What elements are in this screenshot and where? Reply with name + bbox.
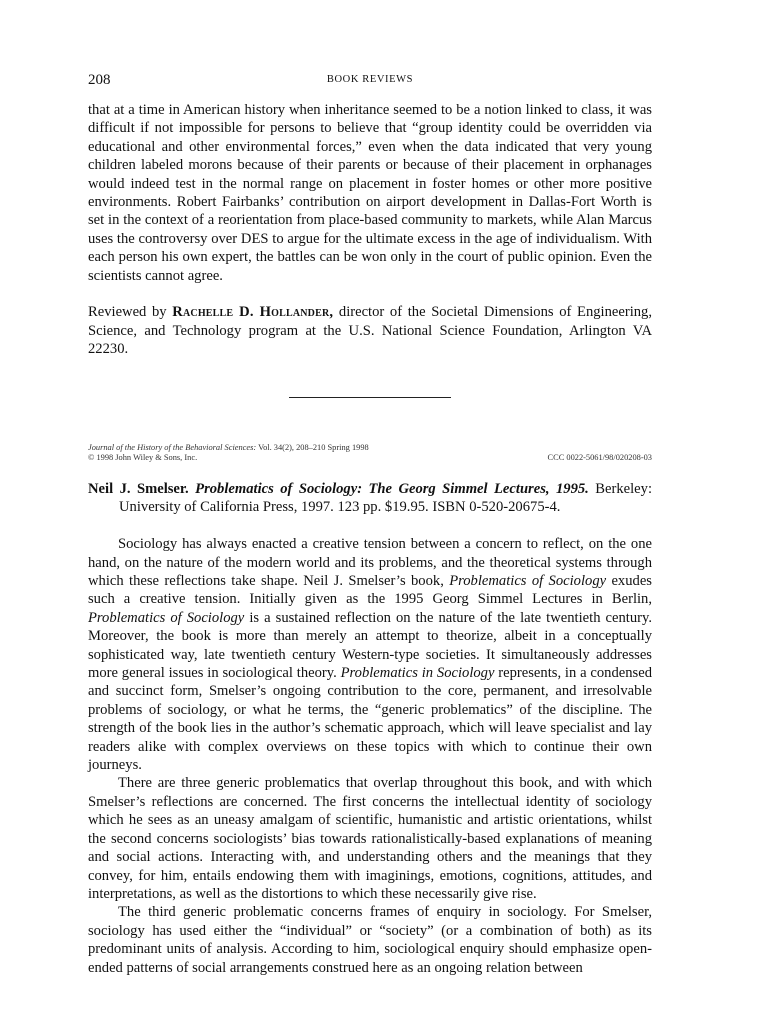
smelser-review <box>88 480 652 977</box>
reviewer-credit <box>88 303 652 358</box>
citation-journal-line <box>88 443 652 453</box>
review-paragraph-2: There are three generic problematics that overlap throughout this book, and with which Smelser’s reflections are concerned. The first concerns the intellectual identity of sociology which he sees as an uneasy amalgam of scientific, humanistic and artistic orientations, whilst the second concerns sociologists’ bias towards rationalistically-based explanations of meaning and social actions. Interacting with, and understanding others and the meanings that they convey, for him, entails endowing them with imaginings, emotions, cognitions, attitudes, and interpretations, as well as the distortions to which these necessarily give rise. <box>88 775 652 902</box>
review-paragraph-3: The third generic problematic concerns frames of enquiry in sociology. For Smelser, sociology has used either the “individual” or “society” (or a combination of both) as its predominant units of analysis. According to him, sociological enquiry should emphasize open-ended patterns of social arrangements construed here as an ongoing relation between <box>88 904 652 976</box>
book-title: Problematics of Sociology: The Georg Simmel Lectures, 1995. <box>195 481 589 497</box>
previous-review-ending <box>88 101 652 359</box>
reviewer-name: Rachelle D. Hollander, <box>172 304 334 321</box>
journal-name: Journal of the History of the Behavioral Sciences: <box>88 443 257 452</box>
section-divider <box>289 397 451 398</box>
p1-book-title: Problematics in Sociology <box>340 665 495 682</box>
ccc-code: CCC 0022-5061/98/020208-03 <box>547 453 652 462</box>
p1-book-title: Problematics of Sociology <box>449 573 607 590</box>
closing-paragraph: that at a time in American history when inheritance seemed to be a notion linked to class, it was difficult if not impossible for persons to believe that “group identity could be overridden via educational and other environmental forces,” even when the data indicated that very young children labeled morons because of their parents or because of their placement in orphanages would indeed test in the normal range on placement in foster homes or other more positive environments. Robert Fairbanks’ contribution on airport development in Dallas-Fort Worth is set in the context of a reorientation from place-based community to markets, while Alan Marcus uses the controversy over DES to argue for the ultimate excess in the age of individualism. With each person his own expert, the battles can be won only in the court of public opinion. Even the scientists cannot agree. <box>88 102 652 284</box>
p1-text: Sociology has always enacted a creative tension between a concern to reflect, on the one hand, on the nature of the modern world and its problems, and the theoretical systems through which these reflections take shape. Neil J. Smelser’s book, <box>88 536 652 590</box>
p1-text: is a sustained reflection on the nature of the late twentieth century. Moreover, the book is more than merely an attempt to theorize, albeit in a conceptually sophisticated way, late twentieth century Western-type societies. It simultaneously addresses more general issues in sociological theory. <box>88 609 652 682</box>
reviewer-affiliation: director of the Societal Dimensions of Engineering, Science, and Technology program at the U.S. National Science Foundation, Arlington VA 22230. <box>88 304 652 358</box>
book-author: Neil J. Smelser. <box>88 481 189 497</box>
p1-text: represents, in a condensed and succinct form, Smelser’s ongoing contribution to the core, permanent, and irresolvable problems of sociology, or what he terms, the “generic problematics” of the discipline. The strength of the book lies in the author’s schematic approach, which will leave specialist and lay readers alike with complex overviews on these topics with which to continue their own journeys. <box>88 665 652 774</box>
journal-volume: Vol. 34(2), 208–210 Spring 1998 <box>256 443 369 452</box>
review-paragraph-1 <box>88 535 652 774</box>
bibliographic-entry <box>88 480 652 517</box>
p1-book-title: Problematics of Sociology <box>88 609 245 626</box>
page-number: 208 <box>88 72 111 88</box>
page-header <box>88 72 652 92</box>
running-title: BOOK REVIEWS <box>326 74 414 85</box>
publication-details: Berkeley: University of California Press, 1997. 123 pp. $19.95. ISBN 0-520-20675-4. <box>119 481 652 516</box>
citation-copyright-line <box>88 453 652 463</box>
journal-citation <box>88 443 652 463</box>
copyright: © 1998 John Wiley & Sons, Inc. <box>88 453 198 462</box>
reviewed-by-prefix: Reviewed by <box>88 304 173 321</box>
p1-text: exudes such a creative tension. Initially given as the 1995 Georg Simmel Lectures in Berlin, <box>88 573 652 608</box>
